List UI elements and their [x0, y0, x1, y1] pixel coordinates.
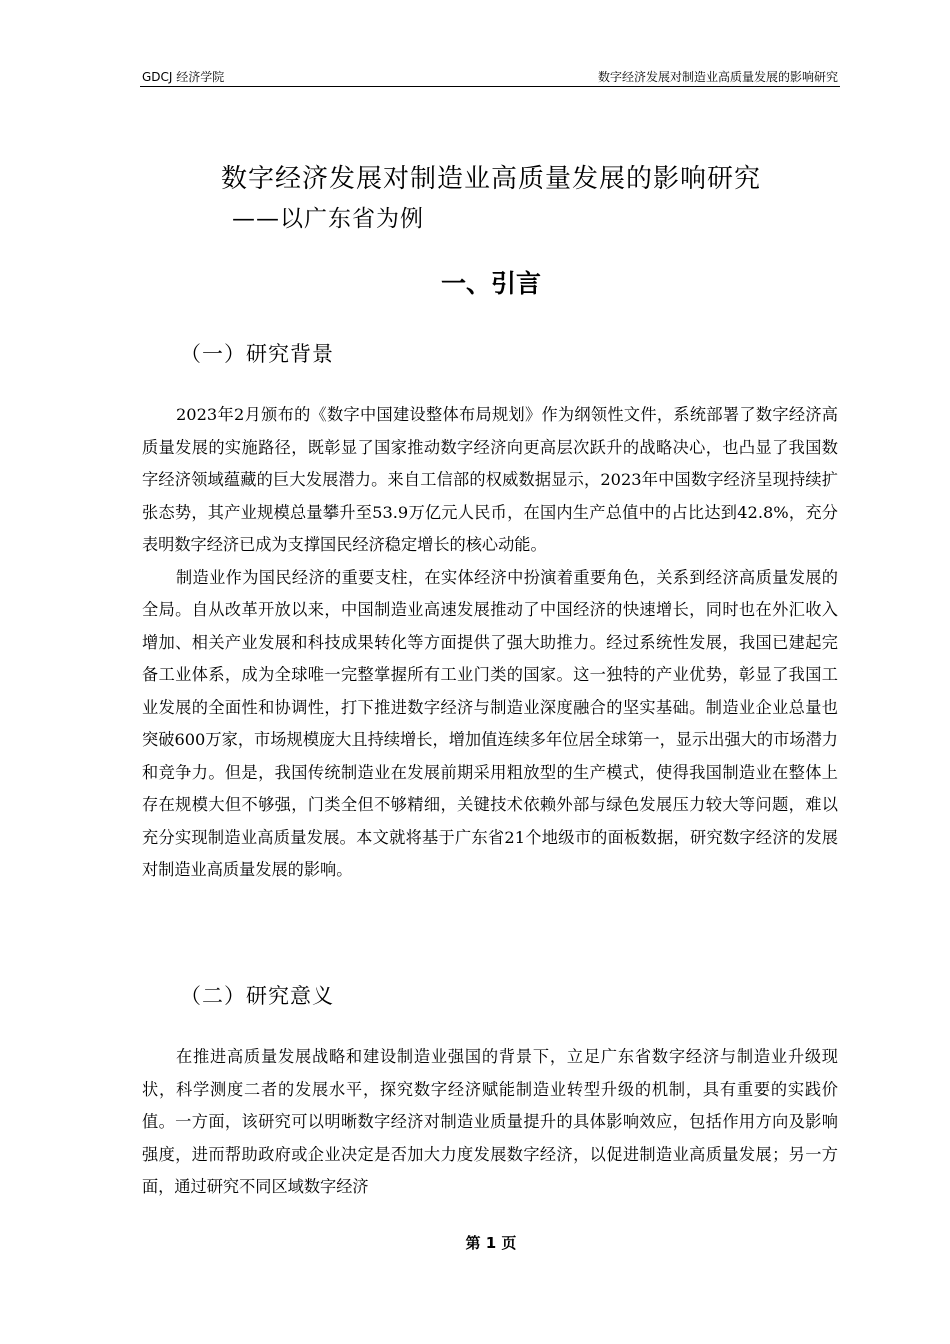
header-right: 数字经济发展对制造业高质量发展的影响研究	[597, 70, 838, 84]
background-text	[142, 399, 838, 887]
paper-title: 数字经济发展对制造业高质量发展的影响研究	[220, 164, 761, 194]
header-left: GDCJ 经济学院	[142, 70, 225, 84]
paper-subtitle: ——以广东省为例	[232, 206, 424, 232]
section-heading-introduction: 一、引言	[440, 269, 541, 298]
subsection-heading-background: （一）研究背景	[180, 342, 334, 366]
paragraph: 2023年2月颁布的《数字中国建设整体布局规划》作为纲领性文件，系统部署了数字经济高质量发展的实施路径，既彰显了国家推动数字经济向更高层次跃升的战略决心，也凸显了我国数字经济领域蕴藏的巨大发展潜力。来自工信部的权威数据显示，2023年中国数字经济呈现持续扩张态势，其产业规模总量攀升至53.9万亿元人民币，在国内生产总值中的占比达到42.8%，充分表明数字经济已成为支撑国民经济稳定增长的核心动能。	[142, 405, 838, 554]
paragraph: 在推进高质量发展战略和建设制造业强国的背景下，立足广东省数字经济与制造业升级现状，科学测度二者的发展水平，探究数字经济赋能制造业转型升级的机制，具有重要的实践价值。一方面，该研究可以明晰数字经济对制造业质量提升的具体影响效应，包括作用方向及影响强度，进而帮助政府或企业决定是否加大力度发展数字经济，以促进制造业高质量发展；另一方面，通过研究不同区域数字经济	[142, 1047, 838, 1196]
header-divider	[140, 86, 840, 87]
significance-text	[142, 1041, 838, 1204]
subsection-heading-significance: （二）研究意义	[180, 984, 334, 1008]
page-number: 第 1 页	[465, 1234, 517, 1252]
paragraph: 制造业作为国民经济的重要支柱，在实体经济中扮演着重要角色，关系到经济高质量发展的全局。自从改革开放以来，中国制造业高速发展推动了中国经济的快速增长，同时也在外汇收入增加、相关产业发展和科技成果转化等方面提供了强大助推力。经过系统性发展，我国已建起完备工业体系，成为全球唯一完整掌握所有工业门类的国家。这一独特的产业优势，彰显了我国工业发展的全面性和协调性，打下推进数字经济与制造业深度融合的坚实基础。制造业企业总量也突破600万家，市场规模庞大且持续增长，增加值连续多年位居全球第一，显示出强大的市场潜力和竞争力。但是，我国传统制造业在发展前期采用粗放型的生产模式，使得我国制造业在整体上存在规模大但不够强，门类全但不够精细，关键技术依赖外部与绿色发展压力较大等问题，难以充分实现制造业高质量发展。本文就将基于广东省21个地级市的面板数据，研究数字经济的发展对制造业高质量发展的影响。	[142, 567, 838, 879]
